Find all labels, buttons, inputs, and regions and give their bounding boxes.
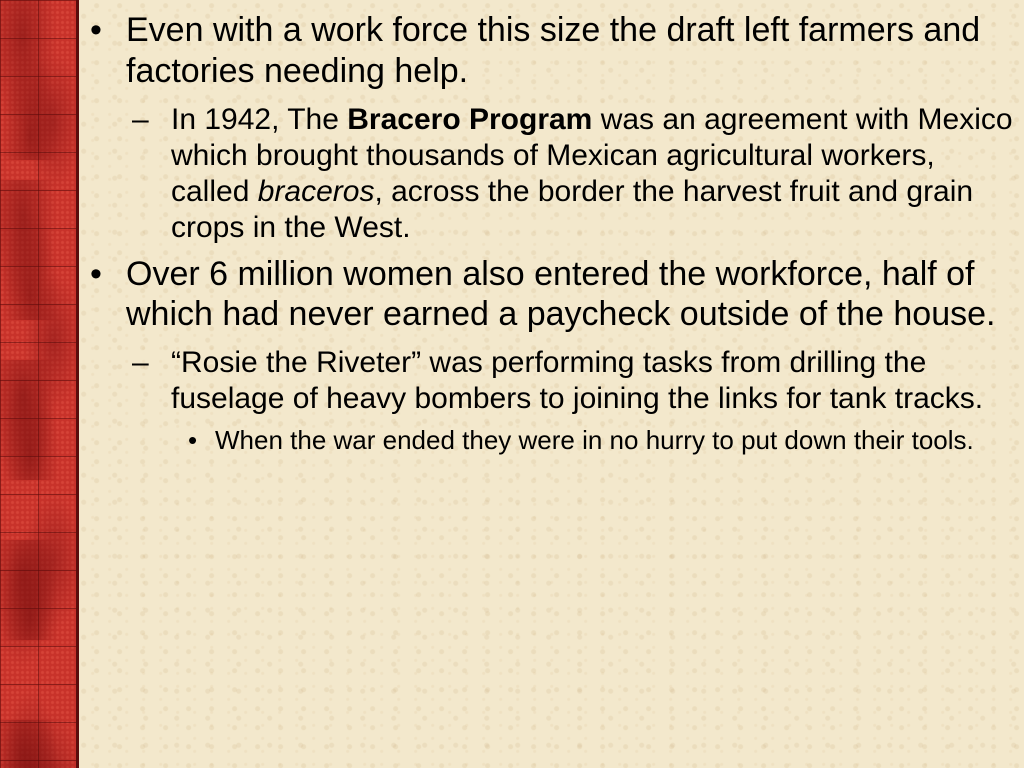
bullet-text-middle: was an agreement with Mexico which brought thousands of Mexican agricultural workers, called — [171, 102, 1013, 208]
decorative-red-strip — [0, 0, 76, 768]
dash-marker: – — [132, 346, 149, 380]
bracero-program-term: Bracero Program — [347, 102, 593, 136]
dash-marker: – — [132, 102, 149, 136]
bullet-text: When the war ended they were in no hurry to put down their tools. — [215, 425, 974, 456]
sub-bullet-item-bracero — [84, 102, 1016, 246]
bullet-marker: • — [90, 11, 102, 49]
bullet-text-start: In 1942, The — [171, 102, 348, 136]
braceros-term: braceros — [257, 174, 375, 208]
bullet-list — [84, 10, 1016, 456]
strip-border — [76, 0, 79, 768]
bullet-item-women — [84, 254, 1016, 336]
bullet-marker: • — [90, 254, 102, 293]
sub-sub-bullet-item-war-ended — [84, 425, 1016, 456]
sub-bullet-item-rosie — [84, 345, 1016, 417]
bullet-text: Over 6 million women also entered the workforce, half of which had never earned a paycheck outside of the house. — [126, 254, 996, 334]
bullet-text-end: , across the border the harvest fruit and grain crops in the West. — [171, 174, 974, 244]
bullet-item-draft — [84, 10, 1016, 92]
bullet-text: “Rosie the Riveter” was performing tasks from drilling the fuselage of heavy bombers to joining the links for tank tracks. — [171, 346, 984, 416]
bullet-text: Even with a work force this size the draft left farmers and factories needing help. — [126, 11, 981, 90]
bullet-marker: • — [188, 425, 198, 456]
